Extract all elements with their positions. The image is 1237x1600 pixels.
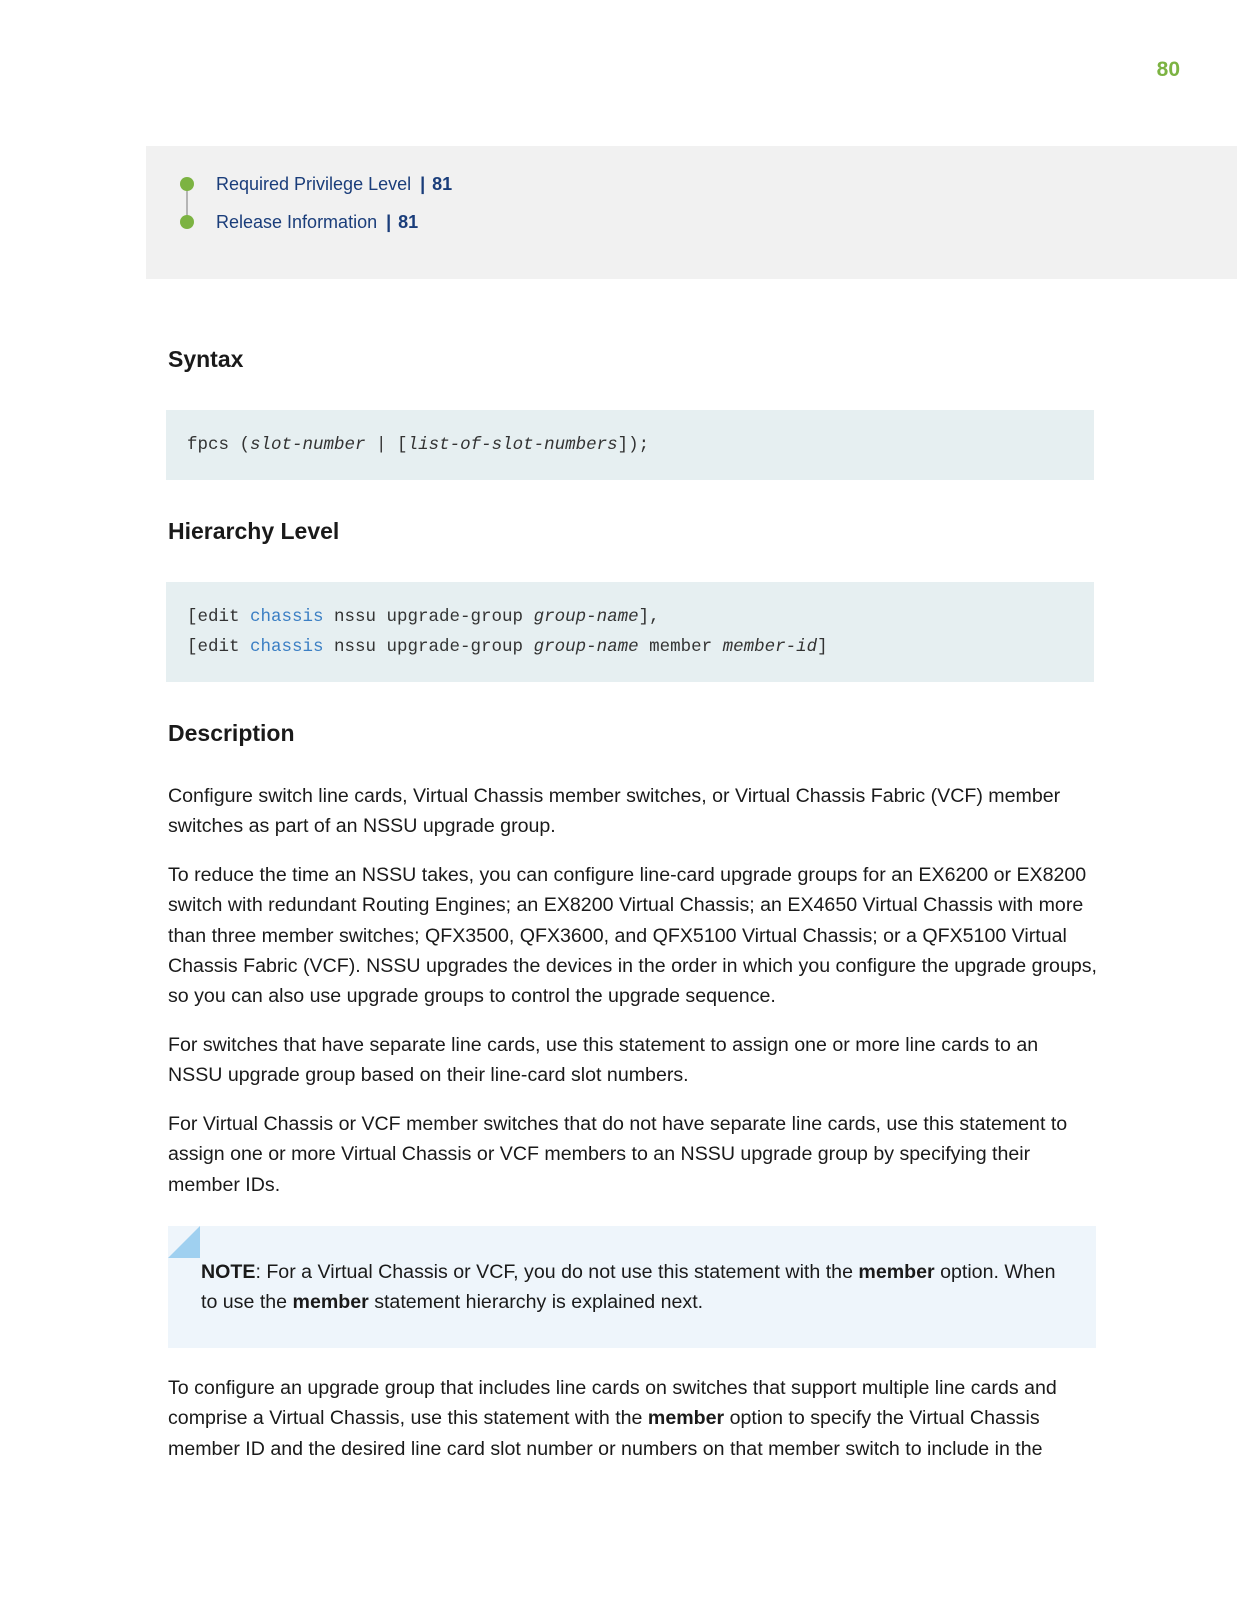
hierarchy-code-block xyxy=(166,582,1094,682)
bullet-icon xyxy=(180,177,194,191)
note-text: NOTE: For a Virtual Chassis or VCF, you do not use this statement with the member option. When to use the member statement hierarchy is explained next. xyxy=(201,1261,1056,1314)
mini-toc xyxy=(146,146,1237,279)
code-line: [edit chassis nssu upgrade-group group-name], xyxy=(187,607,660,627)
toc-item-page[interactable]: 81 xyxy=(432,173,453,194)
toc-separator: | xyxy=(386,211,392,232)
toc-item-required-privilege-level[interactable] xyxy=(180,172,452,196)
note-callout xyxy=(168,1226,1096,1348)
description-paragraph: To reduce the time an NSSU takes, you can configure line-card upgrade groups for an EX6200 or EX8200 switch with redundant Routing Engines; an EX8200 Virtual Chassis; an EX4650 Virtual Chassis with more than three member switches; QFX3500, QFX3600, and QFX5100 Virtual Chassis; or a QFX5100 Virtual Chassis Fabric (VCF). NSSU upgrades the devices in the order in which you configure the upgrade groups, so you can also use upgrade groups to control the upgrade sequence. xyxy=(168,864,1097,1008)
hierarchy-level-heading: Hierarchy Level xyxy=(168,518,340,544)
toc-item-label[interactable]: Release Information xyxy=(216,211,378,232)
description-paragraph: For switches that have separate line cards, use this statement to assign one or more line cards to an NSSU upgrade group based on their line-card slot numbers. xyxy=(168,1034,1039,1087)
toc-item-release-information[interactable] xyxy=(180,210,418,234)
toc-separator: | xyxy=(420,173,426,194)
toc-item-page[interactable]: 81 xyxy=(398,211,419,232)
code-line: fpcs (slot-number | [list-of-slot-numbers]); xyxy=(187,435,650,455)
description-paragraph: Configure switch line cards, Virtual Chassis member switches, or Virtual Chassis Fabric (VCF) member switches as part of an NSSU upgrade group. xyxy=(168,785,1061,838)
page-number: 80 xyxy=(1156,58,1180,81)
description-paragraph: To configure an upgrade group that includes line cards on switches that support multiple line cards and comprise a Virtual Chassis, use this statement with the member option to specify the Virtual Chassis member ID and the desired line card slot number or numbers on that member switch to include in the xyxy=(168,1377,1057,1460)
description-paragraph: For Virtual Chassis or VCF member switches that do not have separate line cards, use this statement to assign one or more Virtual Chassis or VCF members to an NSSU upgrade group by specifying their member IDs. xyxy=(168,1113,1068,1196)
code-line: [edit chassis nssu upgrade-group group-name member member-id] xyxy=(187,637,828,657)
syntax-heading: Syntax xyxy=(168,346,244,372)
description-heading: Description xyxy=(168,720,295,746)
syntax-code-block xyxy=(166,410,1094,480)
toc-item-label[interactable]: Required Privilege Level xyxy=(216,173,412,194)
bullet-icon xyxy=(180,215,194,229)
note-corner-icon xyxy=(168,1226,200,1258)
